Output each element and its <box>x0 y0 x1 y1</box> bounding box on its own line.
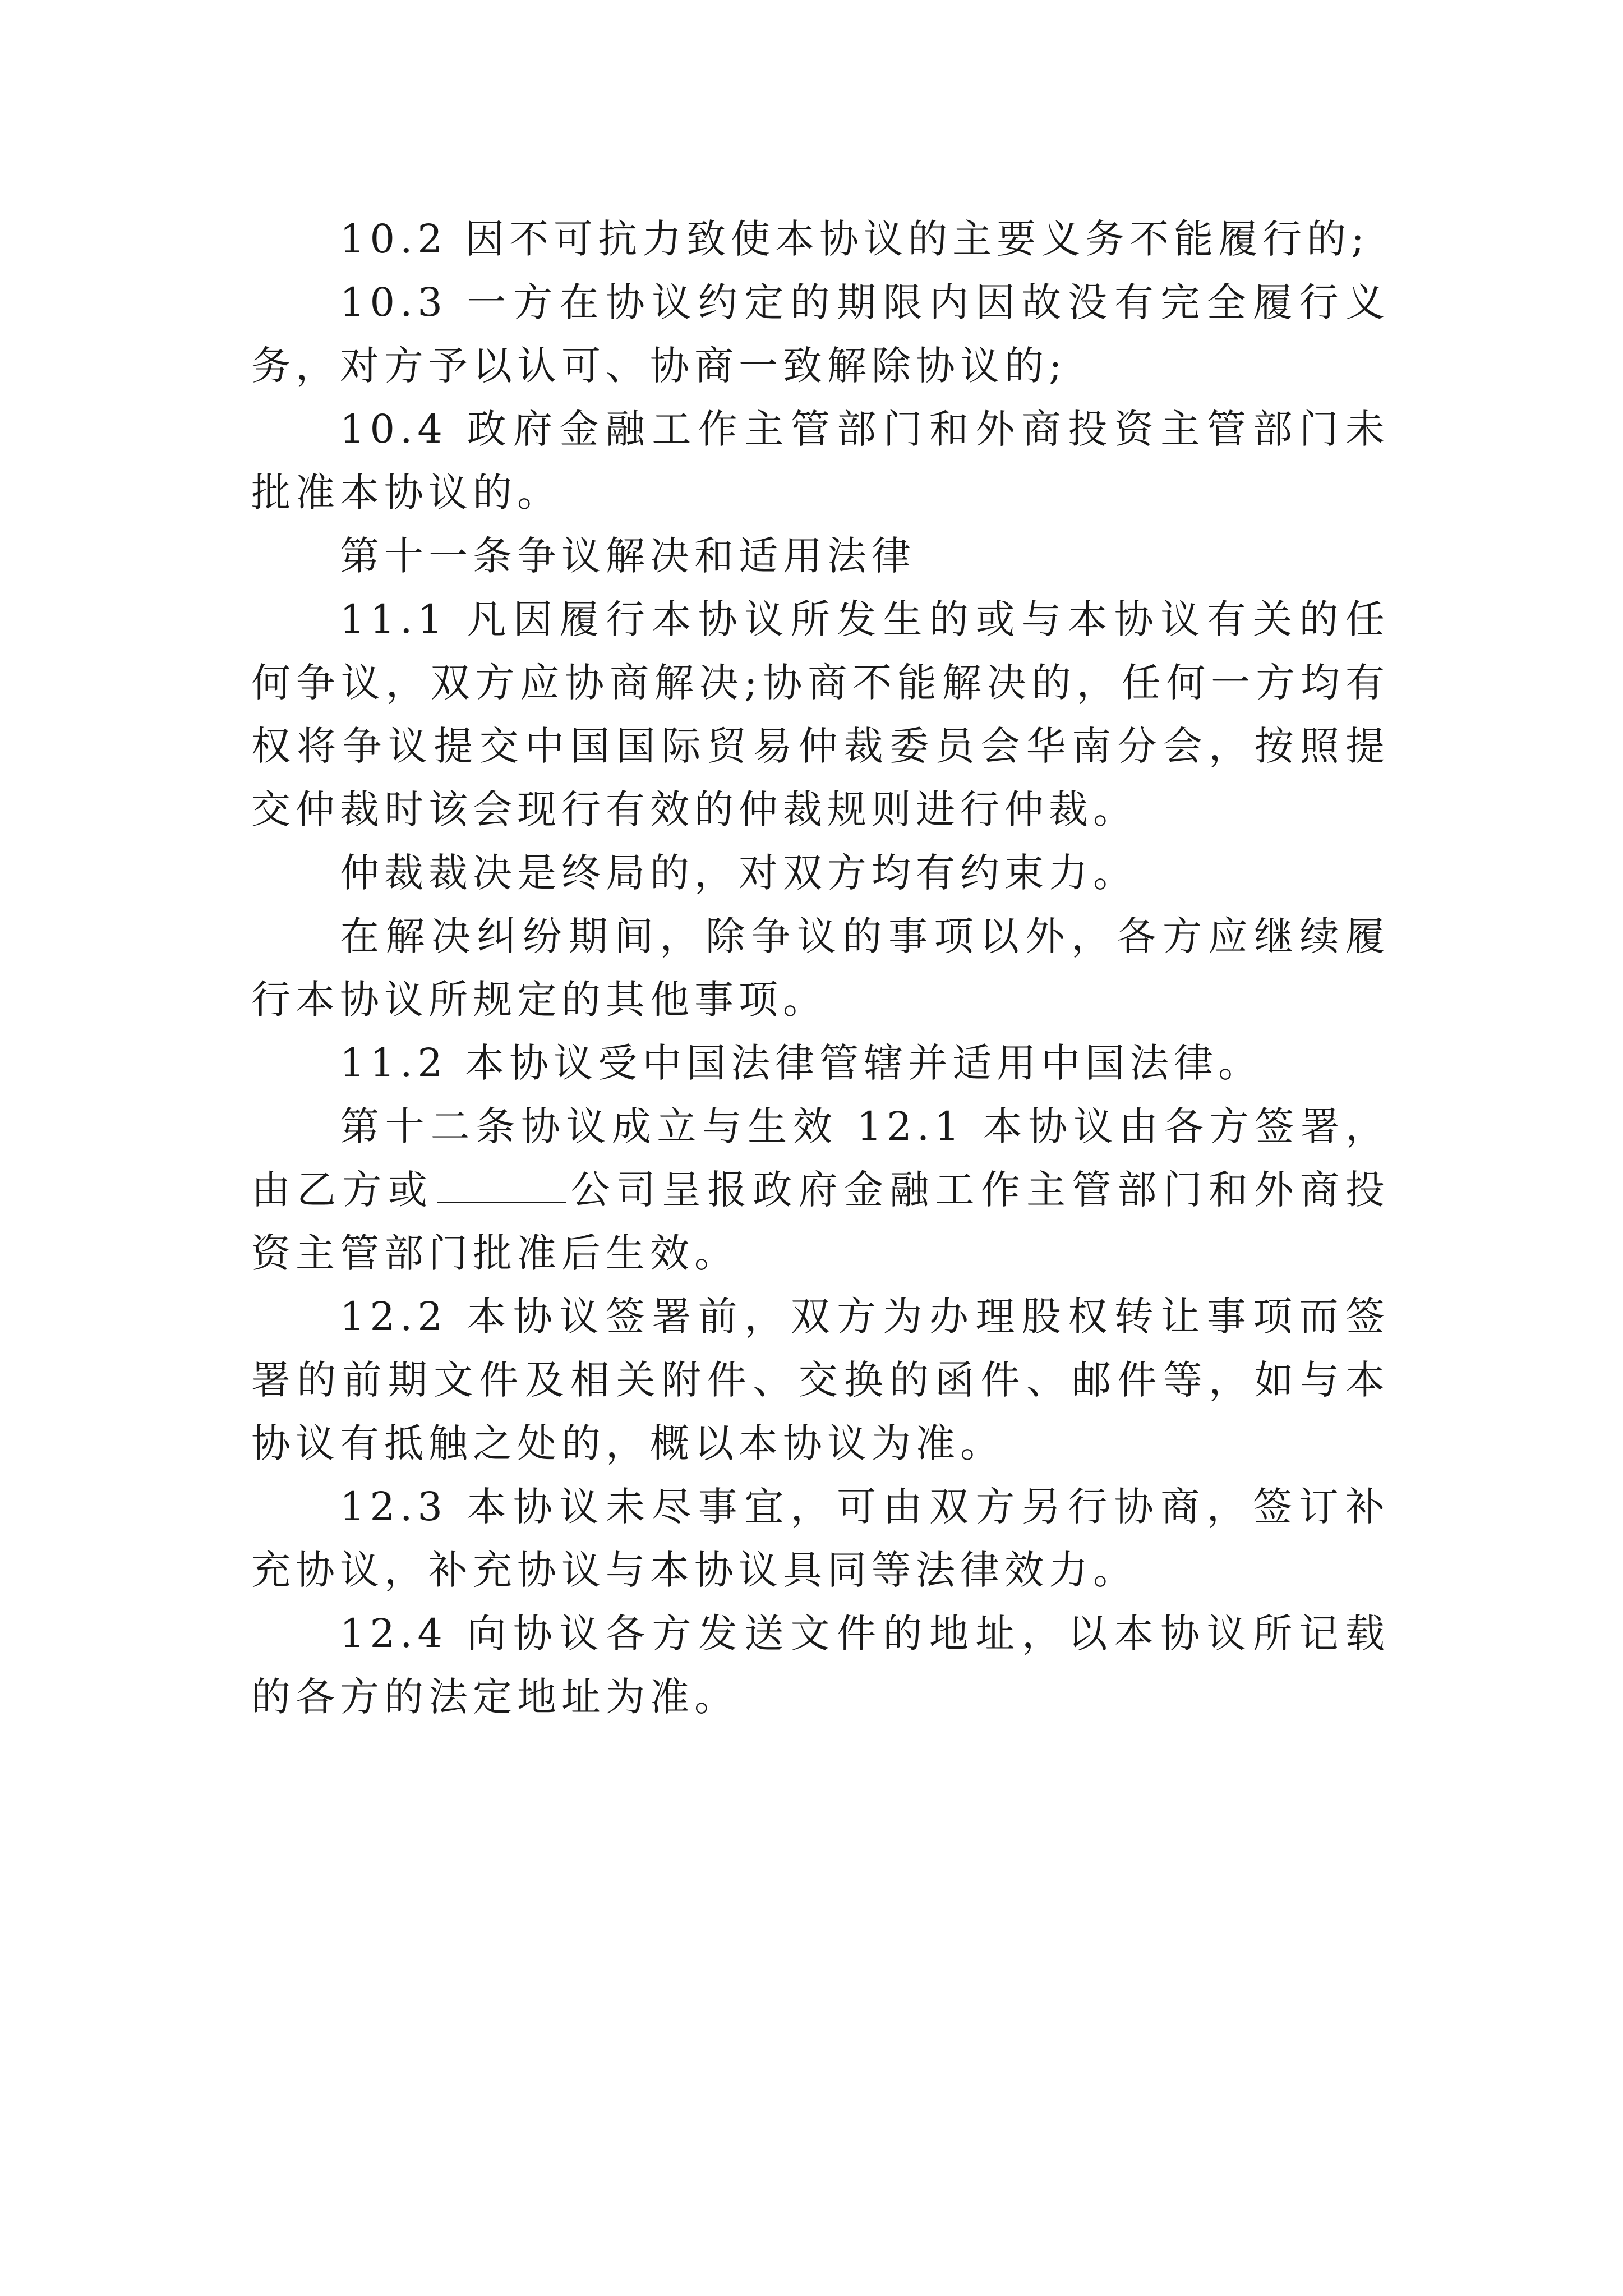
document-page <box>251 208 1390 1729</box>
clause-10-3: 10.3 一方在协议约定的期限内因故没有完全履行义务，对方予以认可、协商一致解除协议的; <box>251 279 1390 389</box>
clause-12-4: 12.4 向协议各方发送文件的地址，以本协议所记载的各方的法定地址为准。 <box>251 1611 1390 1720</box>
clause-10-2: 10.2 因不可抗力致使本协议的主要义务不能履行的; <box>340 216 1370 262</box>
clause-10-4: 10.4 政府金融工作主管部门和外商投资主管部门未批准本协议的。 <box>251 406 1390 516</box>
clause-12-2: 12.2 本协议签署前，双方为办理股权转让事项而签署的前期文件及相关附件、交换的函件、邮件等，如与本协议有抵触之处的，概以本协议为准。 <box>251 1294 1390 1466</box>
arbitration-finality: 仲裁裁决是终局的，对双方均有约束力。 <box>340 850 1137 896</box>
clause-12-1 <box>251 1095 1390 1285</box>
clause-11-2: 11.2 本协议受中国法律管辖并适用中国法律。 <box>340 1040 1263 1086</box>
clause-11-1: 11.1 凡因履行本协议所发生的或与本协议有关的任何争议，双方应协商解决;协商不能解决的，任何一方均有权将争议提交中国国际贸易仲裁委员会华南分会，按照提交仲裁时该会现行有效的仲裁规则进行仲裁。 <box>251 596 1390 832</box>
company-name-blank <box>437 1160 566 1203</box>
clause-12-3: 12.3 本协议未尽事宜，可由双方另行协商，签订补充协议，补充协议与本协议具同等法律效力。 <box>251 1484 1390 1593</box>
dispute-period-obligations: 在解决纠纷期间，除争议的事项以外，各方应继续履行本协议所规定的其他事项。 <box>251 913 1390 1023</box>
clause-12-1-after-blank: 公司呈报政府金融工作主管部门和外商投资主管部门批准后生效。 <box>251 1167 1390 1276</box>
clause-12-1-before-blank: 第十二条协议成立与生效 12.1 本协议由各方签署，由乙方或 <box>251 1103 1390 1213</box>
article-11-heading: 第十一条争议解决和适用法律 <box>340 533 916 579</box>
